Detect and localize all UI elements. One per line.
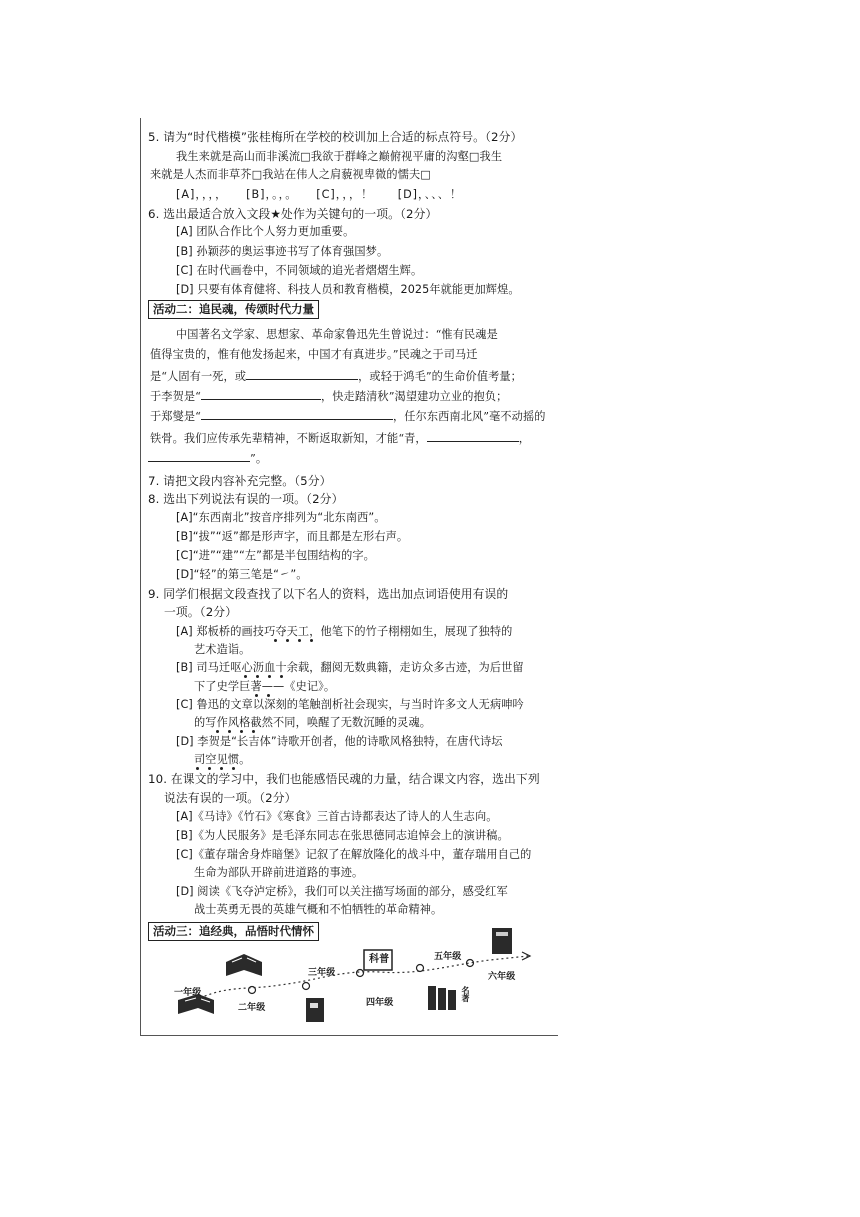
- activity2-para-line1: 中国著名文学家、思想家、革命家鲁迅先生曾说过：“惟有民魂是: [176, 328, 498, 341]
- activity2-para-line5: 于郑燮是“ ，任尔东西南北风”毫不动摇的: [150, 410, 546, 423]
- q5-line1: 我生来就是高山而非溪流□我欲于群峰之巅俯视平庸的沟壑□我生: [176, 150, 503, 163]
- activity2-para-line2: 值得宝贵的，惟有他发扬起来，中国才有真进步。”民魂之于司马迁: [150, 348, 478, 361]
- q10-option-d-line1: [D] 阅读《飞夺泸定桥》，我们可以关注描写场面的部分，感受红军: [176, 885, 508, 898]
- grade-label: 一年级: [174, 988, 202, 998]
- q6-title: 6. 选出最适合放入文段★处作为关键句的一项。（2分）: [148, 207, 438, 221]
- activity2-heading: 活动二：追民魂，传颂时代力量: [148, 300, 319, 319]
- timeline-node: [303, 983, 310, 990]
- grade-label: 四年级: [366, 998, 394, 1008]
- grade-label: 二年级: [238, 1003, 266, 1013]
- grade-label: 五年级: [434, 952, 462, 962]
- q9-option-d-line1: [D] 李贺是“长吉体”诗歌开创者，他的诗歌风格独特，在唐代诗坛: [176, 735, 503, 748]
- open-book-icon: [226, 954, 262, 976]
- q8-title: 8. 选出下列说法有误的一项。（2分）: [148, 492, 344, 506]
- timeline-node: [249, 987, 256, 994]
- q10-option-d-line2: 战士英勇无畏的英雄气概和不怕牺牲的革命精神。: [194, 903, 443, 916]
- grade-label: 六年级: [488, 972, 516, 982]
- q8-option-c: [C]“进”“建”“左”都是半包围结构的字。: [176, 549, 375, 562]
- book-icon: [306, 998, 324, 1022]
- activity2-para-line6: 铁骨。我们应传承先辈精神，不断返取新知，才能“青， ，: [150, 432, 531, 445]
- q9-option-b-line1: [B] 司马迁呕心沥血十余载，翻阅无数典籍，走访众多古迹，为后世留: [176, 661, 524, 674]
- q5-line2: 来就是人杰而非草芥□我站在伟人之肩藐视卑微的懦夫□: [150, 168, 431, 181]
- q10-title-line2: 说法有误的一项。（2分）: [164, 791, 297, 805]
- q5-title: 5. 请为“时代楷模”张桂梅所在学校的校训加上合适的标点符号。（2分）: [148, 130, 523, 144]
- activity3-heading: 活动三：追经典，品悟时代情怀: [148, 922, 319, 941]
- q10-option-b: [B]《为人民服务》是毛泽东同志在张思德同志追悼会上的演讲稿。: [176, 829, 509, 842]
- q6-option-a: [A] 团队合作比个人努力更加重要。: [176, 225, 355, 238]
- grade-label: 三年级: [308, 968, 336, 978]
- q10-title-line1: 10. 在课文的学习中，我们也能感悟民魂的力量，结合课文内容，选出下列: [148, 772, 540, 786]
- q9-option-d-line2: 司空见惯。: [194, 753, 251, 766]
- book-icon: [492, 928, 512, 954]
- q9-option-a-line1: [A] 郑板桥的画技巧夺天工，他笔下的竹子栩栩如生，展现了独特的: [176, 625, 513, 638]
- activity2-para-line4: 于李贺是“ ，快走踏清秋”渴望建功立业的抱负；: [150, 390, 508, 403]
- science-book-label: 科普: [369, 954, 390, 965]
- q6-option-c: [C] 在时代画卷中，不同领域的追光者熠熠生辉。: [176, 264, 423, 277]
- q6-option-d: [D] 只要有体育健将、科技人员和教育楷模，2025年就能更加辉煌。: [176, 283, 520, 296]
- q10-option-c-line2: 生命为部队开辟前进道路的事迹。: [194, 866, 364, 879]
- activity2-para-line3: 是“人固有一死，或 ，或轻于鸿毛”的生命价值考量；: [150, 370, 522, 383]
- q8-option-a: [A]“东西南北”按音序排列为“北东南西”。: [176, 511, 386, 524]
- classics-label: 名著: [461, 986, 470, 1003]
- activity2-para-line7: ”。: [148, 450, 267, 466]
- q9-option-a-line2: 艺术造诣。: [194, 643, 251, 656]
- q10-option-c-line1: [C]《董存瑞舍身炸暗堡》记叙了在解放隆化的战斗中，董存瑞用自己的: [176, 848, 532, 861]
- q10-option-a: [A]《马诗》《竹石》《寒食》三首古诗都表达了诗人的人生志向。: [176, 810, 498, 823]
- q7-title: 7. 请把文段内容补充完整。（5分）: [148, 474, 332, 488]
- q5-options: [A]，，，， [B]，。，。 [C]，，，！ [D]，、、、！: [176, 188, 463, 201]
- q9-title-line2: 一项。（2分）: [164, 605, 238, 619]
- q8-option-b: [B]“拔”“返”都是形声字，而且都是左形右声。: [176, 530, 409, 543]
- book-stack-icon: [428, 986, 456, 1010]
- q8-option-d: [D]“轻”的第三笔是“㇀”。: [176, 568, 308, 581]
- q9-title-line1: 9. 同学们根据文段查找了以下名人的资料，选出加点词语使用有误的: [148, 587, 509, 601]
- timeline-node: [357, 970, 364, 977]
- q6-option-b: [B] 孙颖莎的奥运事迹书写了体育强国梦。: [176, 245, 389, 258]
- q9-option-c-line2: 的写作风格截然不同，唤醒了无数沉睡的灵魂。: [194, 716, 432, 729]
- q9-option-b-line2: 下了史学巨著——《史记》。: [194, 680, 336, 693]
- timeline-node: [417, 965, 424, 972]
- q9-option-c-line1: [C] 鲁迅的文章以深刻的笔触剖析社会现实，与当时许多文人无病呻吟: [176, 698, 524, 711]
